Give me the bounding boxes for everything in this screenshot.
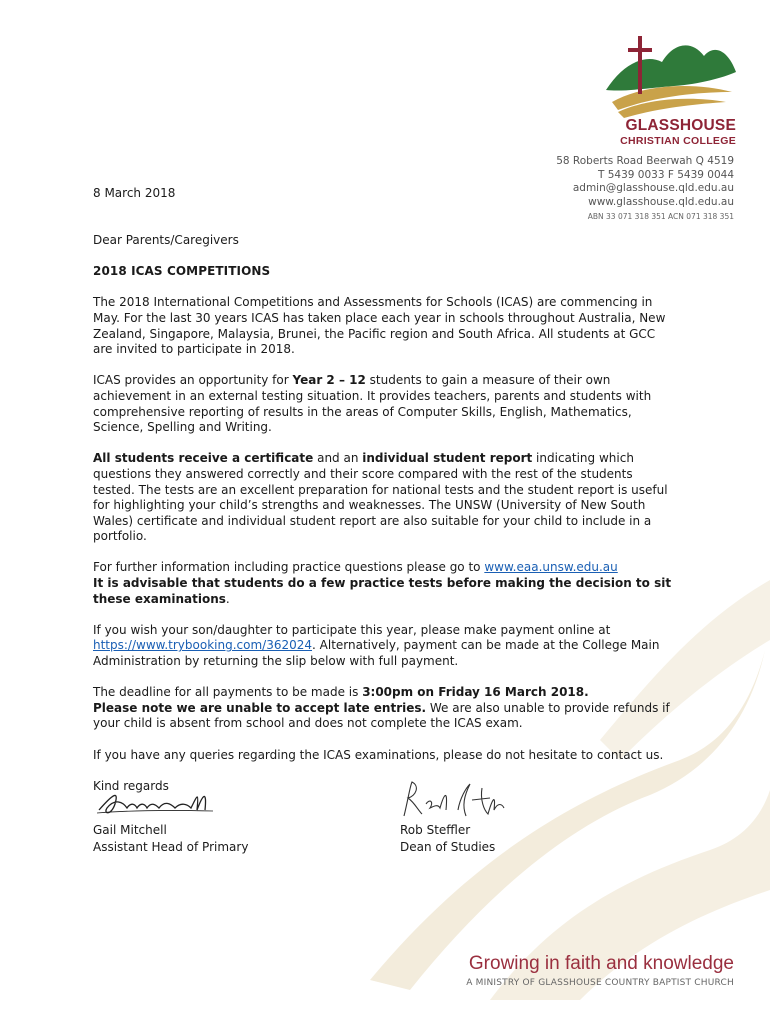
paragraph-certificate [93, 451, 673, 545]
text: We are also unable to provide refunds if your child is absent from school and does not complete the ICAS exam. [93, 700, 670, 731]
late-entries-emphasis: Please note we are unable to accept late entries. [93, 700, 427, 715]
text: indicating which questions they answered correctly and their score compared with the rest of the students tested. The tests are an excellent preparation for national tests and the student report is useful for highlighting your child’s strengths and weaknesses. The UNSW (University of New South Wales) certificate and individual student report are also suitable for your child to include in a portfolio. [93, 451, 668, 544]
signatory-left [93, 780, 248, 856]
paragraph-intro: The 2018 International Competitions and Assessments for Schools (ICAS) are commencing in May. For the last 30 years ICAS has taken place each year in schools throughout Australia, New Zealand, Singapore, Malaysia, Brunei, the Pacific region and South Africa. All students at GCC are invited to participate in 2018. [93, 295, 666, 357]
college-logo-icon [604, 32, 738, 118]
text: If you wish your son/daughter to participate this year, please make payment online at [93, 622, 611, 637]
signatory-right [400, 780, 510, 856]
trybooking-link[interactable]: https://www.trybooking.com/362024 [93, 638, 313, 653]
letter-date: 8 March 2018 [93, 186, 176, 200]
paragraph-opportunity [93, 373, 673, 435]
paragraph-deadline [93, 685, 673, 732]
letter-body [93, 233, 673, 810]
college-name-line2: CHRISTIAN COLLEGE [620, 134, 736, 147]
email: admin@glasshouse.qld.edu.au [572, 182, 734, 194]
letter-heading: 2018 ICAS COMPETITIONS [93, 264, 271, 279]
text: ICAS provides an opportunity for [93, 373, 293, 388]
signatory-role: Assistant Head of Primary [93, 840, 249, 854]
college-name-line1: GLASSHOUSE [625, 117, 736, 134]
signature-gail-mitchell-icon [93, 780, 223, 822]
website: www.glasshouse.qld.edu.au [588, 195, 734, 208]
signature-rob-steffler-icon [400, 780, 510, 822]
deadline-emphasis: 3:00pm on Friday 16 March 2018. [362, 685, 589, 700]
text: The deadline for all payments to be made is [93, 685, 363, 700]
footer-subline: A MINISTRY OF GLASSHOUSE COUNTRY BAPTIST CHURCH [466, 978, 734, 988]
text: and an [313, 451, 363, 466]
year-range: Year 2 – 12 [292, 373, 366, 388]
footer-tagline: Growing in faith and knowledge [468, 953, 734, 974]
eaa-link[interactable]: www.eaa.unsw.edu.au [484, 560, 618, 575]
college-name [620, 118, 736, 146]
abn-acn: ABN 33 071 318 351 ACN 071 318 351 [587, 212, 734, 221]
paragraph-payment [93, 623, 673, 670]
contact-block [556, 155, 734, 224]
text: . Alternatively, payment can be made at the College Main Administration by returning the slip below with full payment. [93, 638, 660, 669]
advice-emphasis: It is advisable that students do a few practice tests before making the decision to sit these examinations [93, 576, 672, 606]
text: . [225, 591, 230, 606]
certificate-emphasis: All students receive a certificate [93, 451, 314, 466]
signatory-name: Rob Steffler [400, 823, 471, 837]
paragraph-queries: If you have any queries regarding the ICAS examinations, please do not hesitate to contact us. [93, 747, 664, 762]
salutation: Dear Parents/Caregivers [93, 233, 239, 247]
text: For further information including practice questions please go to [93, 560, 485, 575]
phone-fax: T 5439 0033 F 5439 0044 [597, 168, 734, 181]
signatory-role: Dean of Studies [400, 840, 496, 854]
signatory-name: Gail Mitchell [93, 823, 167, 837]
paragraph-info [93, 560, 673, 607]
closing: Kind regards [93, 778, 169, 793]
text: students to gain a measure of their own achievement in an external testing situation. It provides teachers, parents and students with comprehensive reporting of results in the areas of Computer Skills, English, Mathematics, Science, Spelling and Writing. [93, 373, 652, 435]
report-emphasis: individual student report [362, 451, 533, 466]
address: 58 Roberts Road Beerwah Q 4519 [556, 155, 734, 167]
